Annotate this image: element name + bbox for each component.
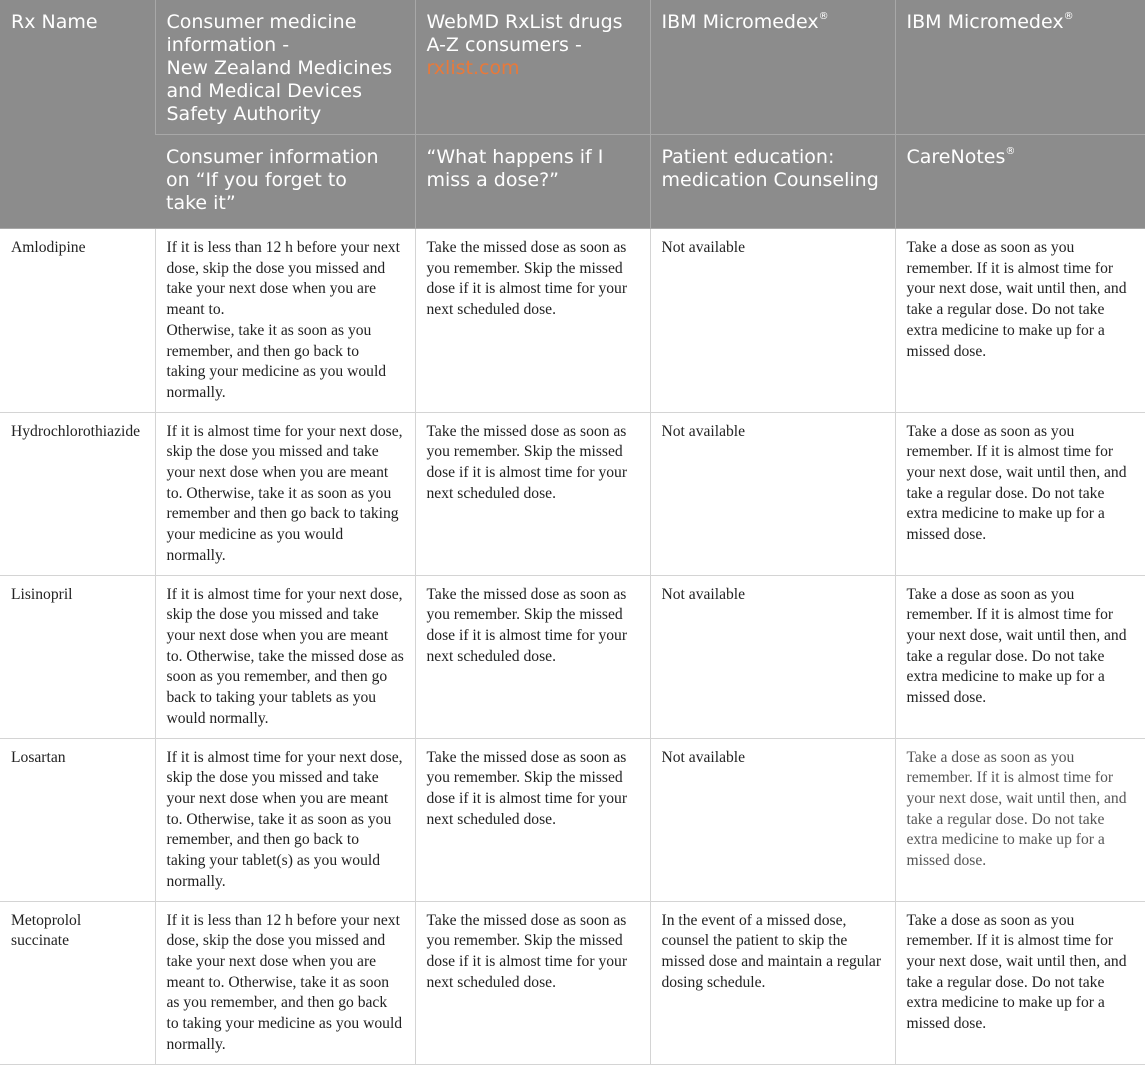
text-line: take your next dose when you are: [166, 280, 377, 298]
text-line: normally.: [166, 383, 226, 401]
text-line: counsel the patient to skip the: [661, 932, 848, 950]
rx-name-cell: [0, 901, 155, 1064]
header-webmd-section: [415, 135, 650, 229]
text-line: information -: [166, 34, 290, 56]
carenotes-name: CareNotes: [906, 146, 1006, 168]
text-line: remember. If it is almost time for: [906, 769, 1114, 787]
text-line: to. Otherwise, take it as soon as you: [166, 810, 392, 828]
text-line: Amlodipine: [11, 239, 86, 256]
text-line: miss a dose?”: [426, 169, 560, 191]
webmd-info-cell: [415, 738, 650, 901]
text-line: take a regular dose. Do not take: [906, 810, 1105, 828]
text-line: extra medicine to make up for a: [906, 831, 1105, 849]
nz-info-cell: [155, 738, 415, 901]
text-line: succinate: [11, 932, 70, 950]
text-line: skip the dose you missed and take: [166, 769, 379, 787]
text-line: remember, and then go back to: [166, 342, 359, 360]
carenotes-info-cell: [895, 901, 1145, 1064]
text-line: your next dose, wait until then, and: [906, 280, 1127, 298]
text-line: Take the missed dose as soon as: [426, 911, 627, 929]
text-line: Take the missed dose as soon as: [426, 585, 627, 603]
text-line: your next dose, wait until then, and: [906, 952, 1127, 970]
webmd-source-line: A-Z consumers -: [426, 34, 582, 56]
text-line: your next dose, wait until then, and: [906, 464, 1127, 482]
carenotes-info-cell: [895, 412, 1145, 575]
text-line: Lisinopril: [11, 585, 73, 603]
text-line: normally.: [166, 872, 226, 890]
text-line: Patient education:: [661, 146, 835, 168]
registered-mark: ®: [1005, 146, 1016, 157]
text-line: Metoprolol: [11, 911, 82, 929]
micromedex-name: IBM Micromedex: [906, 11, 1064, 33]
table-header: [0, 0, 1145, 229]
text-line: take it”: [166, 192, 236, 214]
counseling-info-cell: [650, 575, 895, 738]
text-line: you remember. Skip the missed: [426, 769, 623, 787]
header-nz-source: [155, 0, 415, 135]
text-line: taking your tablet(s) as you would: [166, 852, 381, 870]
text-line: In the event of a missed dose,: [661, 911, 847, 929]
text-line: Otherwise, take it as soon as you: [166, 321, 372, 339]
text-line: missed dose.: [906, 1015, 987, 1033]
text-line: meant to.: [166, 301, 225, 319]
text-line: to. Otherwise, take it as soon as you: [166, 484, 392, 502]
text-line: remember. If it is almost time for: [906, 606, 1114, 624]
text-line: missed dose.: [906, 526, 987, 544]
text-line: missed dose and maintain a regular: [661, 952, 882, 970]
text-line: missed dose.: [906, 342, 987, 360]
text-line: you remember. Skip the missed: [426, 932, 623, 950]
text-line: Take a dose as soon as you: [906, 911, 1075, 929]
text-line: soon as you remember, and then go: [166, 668, 388, 686]
rx-name-cell: [0, 575, 155, 738]
text-line: take a regular dose. Do not take: [906, 647, 1105, 665]
rx-name-cell: [0, 412, 155, 575]
text-line: missed dose.: [906, 852, 987, 870]
text-line: dose if it is almost time for your: [426, 952, 628, 970]
text-line: on “If you forget to: [166, 169, 347, 191]
rx-name-cell: [0, 229, 155, 413]
header-patient-education-section: [650, 135, 895, 229]
text-line: Hydrochlorothiazide: [11, 422, 141, 440]
carenotes-info-cell: [895, 738, 1145, 901]
micromedex-name: IBM Micromedex: [661, 11, 819, 33]
text-line: extra medicine to make up for a: [906, 668, 1105, 686]
text-line: If it is almost time for your next dose,: [166, 422, 403, 440]
text-line: remember and then go back to taking: [166, 505, 399, 523]
header-rx-name: Rx Name: [0, 0, 155, 229]
text-line: skip the dose you missed and take: [166, 443, 379, 461]
text-line: Not available: [661, 239, 746, 256]
text-line: Consumer medicine: [166, 11, 357, 33]
text-line: normally.: [166, 546, 226, 564]
text-line: next scheduled dose.: [426, 973, 556, 991]
text-line: take a regular dose. Do not take: [906, 973, 1105, 991]
text-line: to. Otherwise, take the missed dose as: [166, 647, 404, 665]
text-line: Take a dose as soon as you: [906, 422, 1075, 440]
registered-mark: ®: [818, 11, 829, 22]
text-line: back to taking your tablets as you: [166, 689, 377, 707]
text-line: Take the missed dose as soon as: [426, 422, 627, 440]
header-carenotes-section: [895, 135, 1145, 229]
table-body: [0, 229, 1145, 1065]
text-line: take a regular dose. Do not take: [906, 301, 1105, 319]
text-line: dose, skip the dose you missed and: [166, 259, 386, 277]
text-line: Consumer information: [166, 146, 379, 168]
text-line: skip the dose you missed and take: [166, 606, 379, 624]
table-row: [0, 738, 1145, 901]
text-line: Take the missed dose as soon as: [426, 239, 627, 256]
text-line: dose if it is almost time for your: [426, 280, 628, 298]
text-line: dose if it is almost time for your: [426, 464, 628, 482]
text-line: If it is less than 12 h before your next: [166, 911, 400, 929]
header-nz-section: [155, 135, 415, 229]
text-line: remember. If it is almost time for: [906, 259, 1114, 277]
table-row: [0, 575, 1145, 738]
text-line: dose if it is almost time for your: [426, 790, 628, 808]
header-row-sections: [0, 135, 1145, 229]
text-line: remember, and then go back to: [166, 831, 359, 849]
text-line: “What happens if I: [426, 146, 604, 168]
text-line: as you remember, and then go back: [166, 994, 388, 1012]
text-line: meant to. Otherwise, take it as soon: [166, 973, 390, 991]
text-line: If it is less than 12 h before your next: [166, 239, 400, 256]
text-line: If it is almost time for your next dose,: [166, 585, 403, 603]
carenotes-info-cell: [895, 575, 1145, 738]
carenotes-info-cell: [895, 229, 1145, 413]
table-row: [0, 412, 1145, 575]
rx-name-cell: [0, 738, 155, 901]
counseling-info-cell: [650, 229, 895, 413]
webmd-info-cell: [415, 901, 650, 1064]
nz-info-cell: [155, 412, 415, 575]
table-row: [0, 901, 1145, 1064]
counseling-info-cell: [650, 901, 895, 1064]
webmd-source-line: WebMD RxList drugs: [426, 11, 623, 33]
text-line: next scheduled dose.: [426, 484, 556, 502]
text-line: medication Counseling: [661, 169, 879, 191]
text-line: next scheduled dose.: [426, 810, 556, 828]
text-line: normally.: [166, 1035, 226, 1053]
header-micromedex-source-2: [895, 0, 1145, 135]
text-line: missed dose.: [906, 689, 987, 707]
text-line: Take a dose as soon as you: [906, 239, 1075, 256]
text-line: Take the missed dose as soon as: [426, 748, 627, 766]
text-line: to taking your medicine as you would: [166, 1015, 403, 1033]
header-micromedex-source-1: [650, 0, 895, 135]
text-line: next scheduled dose.: [426, 647, 556, 665]
text-line: New Zealand Medicines: [166, 57, 393, 79]
text-line: Not available: [661, 748, 746, 766]
text-line: taking your medicine as you would: [166, 363, 387, 381]
text-line: extra medicine to make up for a: [906, 321, 1105, 339]
text-line: remember. If it is almost time for: [906, 443, 1114, 461]
table-row: [0, 229, 1145, 413]
text-line: Take a dose as soon as you: [906, 585, 1075, 603]
text-line: you remember. Skip the missed: [426, 259, 623, 277]
text-line: extra medicine to make up for a: [906, 994, 1105, 1012]
text-line: your next dose when you are meant: [166, 627, 389, 645]
text-line: take a regular dose. Do not take: [906, 484, 1105, 502]
text-line: dosing schedule.: [661, 973, 766, 991]
text-line: Safety Authority: [166, 103, 322, 125]
text-line: dose, skip the dose you missed and: [166, 932, 386, 950]
text-line: you remember. Skip the missed: [426, 443, 623, 461]
webmd-info-cell: [415, 229, 650, 413]
nz-info-cell: [155, 229, 415, 413]
text-line: your next dose, wait until then, and: [906, 790, 1127, 808]
text-line: Not available: [661, 422, 746, 440]
rxlist-link[interactable]: rxlist.com: [426, 57, 520, 79]
counseling-info-cell: [650, 738, 895, 901]
header-row-sources: [0, 0, 1145, 135]
text-line: next scheduled dose.: [426, 301, 556, 319]
text-line: your medicine as you would: [166, 526, 344, 544]
text-line: dose if it is almost time for your: [426, 627, 628, 645]
text-line: your next dose, wait until then, and: [906, 627, 1127, 645]
text-line: Take a dose as soon as you: [906, 748, 1075, 766]
nz-info-cell: [155, 575, 415, 738]
text-line: your next dose when you are meant: [166, 790, 389, 808]
header-webmd-source: [415, 0, 650, 135]
text-line: If it is almost time for your next dose,: [166, 748, 403, 766]
counseling-info-cell: [650, 412, 895, 575]
text-line: you remember. Skip the missed: [426, 606, 623, 624]
registered-mark: ®: [1063, 11, 1074, 22]
text-line: take your next dose when you are: [166, 952, 377, 970]
webmd-info-cell: [415, 412, 650, 575]
text-line: extra medicine to make up for a: [906, 505, 1105, 523]
text-line: would normally.: [166, 709, 269, 727]
webmd-info-cell: [415, 575, 650, 738]
text-line: Losartan: [11, 748, 66, 766]
text-line: and Medical Devices: [166, 80, 362, 102]
text-line: your next dose when you are meant: [166, 464, 389, 482]
text-line: remember. If it is almost time for: [906, 932, 1114, 950]
text-line: Not available: [661, 585, 746, 603]
nz-info-cell: [155, 901, 415, 1064]
